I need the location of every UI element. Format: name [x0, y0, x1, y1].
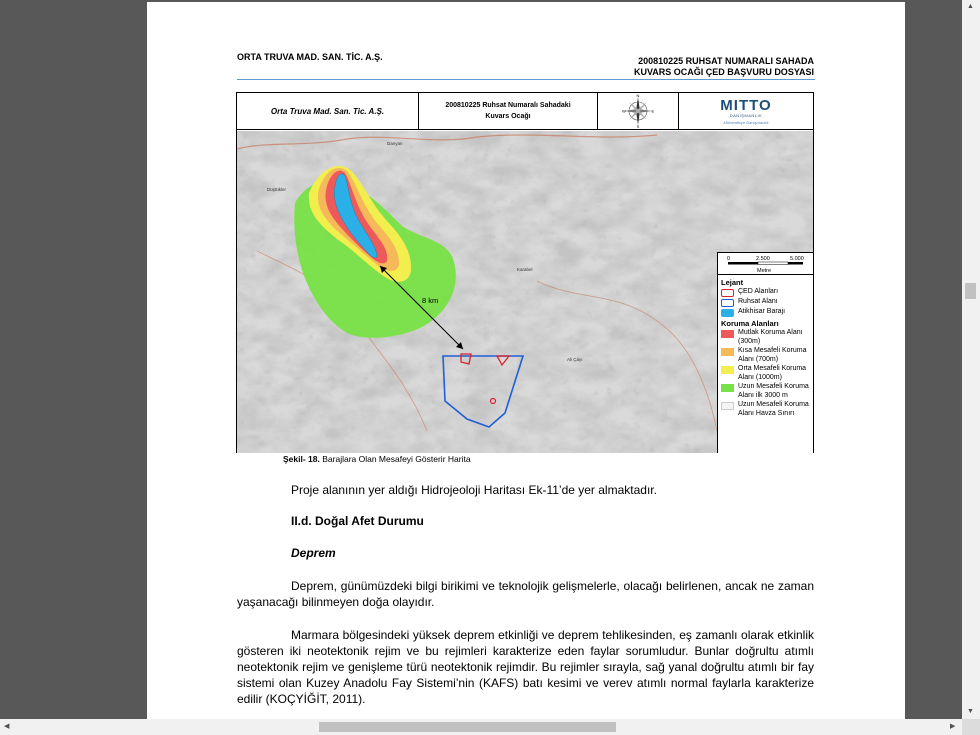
legend-label: Atikhisar Barajı — [738, 308, 786, 315]
zone-swatch — [721, 330, 734, 338]
figure-caption — [283, 454, 471, 464]
license-swatch — [721, 299, 734, 307]
scroll-down-icon[interactable]: ▼ — [967, 708, 974, 715]
logo-slogan: Mühendisçe Danışmanlık — [723, 119, 769, 125]
scroll-left-icon[interactable]: ◀ — [4, 723, 10, 730]
paragraph-hydrogeology: Proje alanının yer aldığı Hidrojeoloji Haritası Ek-11’de yer almaktadır. — [291, 483, 657, 497]
compass-e: E — [651, 108, 655, 114]
section-heading: II.d. Doğal Afet Durumu — [291, 514, 424, 528]
place-label-1: Danyan — [387, 141, 403, 146]
zone-swatch — [721, 366, 734, 374]
compass-w: W — [622, 108, 626, 114]
map-title-bar — [237, 93, 813, 130]
map-project — [419, 93, 598, 129]
legend-label: ÇED Alanları — [738, 288, 779, 295]
map-project-line2: Kuvars Ocağı — [485, 113, 531, 120]
legend-label: Uzun Mesafeli Koruma Alanı ilk 3000 m — [738, 383, 809, 399]
legend-zone-absolute — [721, 329, 810, 346]
map-company: Orta Truva Mad. San. Tic. A.Ş. — [237, 93, 419, 129]
horizontal-scroll-thumb[interactable] — [319, 722, 616, 732]
caption-text: Barajlara Olan Mesafeyi Gösterir Harita — [322, 454, 471, 464]
scale-bar — [718, 253, 813, 275]
mitto-logo — [679, 93, 813, 129]
legend-zone-short — [721, 347, 810, 364]
scroll-up-icon[interactable]: ▲ — [967, 3, 974, 10]
zone-swatch — [721, 402, 734, 410]
distance-label: 8 km — [422, 296, 439, 305]
vertical-scrollbar[interactable] — [962, 0, 980, 719]
paragraph-marmara: Marmara bölgesindeki yüksek deprem etkinliği ve deprem tehlikesinden, eş zamanlı olarak etkinlik gösteren iki neotektonik rejim ve bu rejimleri karakterize eden faylar sorumludur. Bunlar doğrultu atımlı neotektonik rejim ve genişleme türü neotektonik rejimdir. Bu rejimler sırayla, sağ yanal doğrultu atımlı bir fay sistemi olan Kuzey Anadolu Fay Sistemi’nin (KAFS) batı kesimi ve verev atımlı normal faylarla karakterize edilir (KOÇYİĞİT, 2011). — [237, 628, 814, 706]
legend-zones-title: Koruma Alanları — [721, 319, 779, 328]
scale-unit: Metre — [757, 268, 772, 274]
compass-n: N — [636, 94, 640, 98]
scale-tick-1: 2.500 — [756, 256, 770, 262]
legend-item-ced — [721, 288, 810, 297]
map-project-line1: 200810225 Ruhsat Numaralı Sahadaki — [445, 102, 571, 109]
place-label-3: Karabel — [517, 267, 533, 272]
header-project — [634, 56, 814, 78]
header-project-line1: 200810225 RUHSAT NUMARALI SAHADA — [638, 56, 814, 66]
legend-item-license — [721, 298, 810, 307]
map-legend — [717, 252, 813, 453]
scale-tick-0: 0 — [727, 256, 731, 262]
dam-swatch — [721, 309, 734, 317]
legend-label: Orta Mesafeli Koruma Alanı (1000m) — [738, 365, 807, 381]
vertical-scroll-thumb[interactable] — [965, 283, 976, 299]
header-divider — [237, 79, 815, 80]
compass-rose-icon — [598, 93, 679, 129]
scrollbar-corner — [962, 719, 980, 735]
legend-label: Mutlak Koruma Alanı (300m) — [738, 329, 803, 345]
zone-swatch — [721, 384, 734, 392]
legend-title: Lejant — [721, 278, 744, 287]
subsection-heading: Deprem — [291, 546, 336, 560]
map-canvas — [237, 131, 813, 453]
legend-label: Kısa Mesafeli Koruma Alanı (700m) — [738, 347, 807, 363]
legend-zone-medium — [721, 365, 810, 382]
document-page — [147, 2, 905, 720]
scale-tick-2: 5.000 — [790, 256, 804, 262]
ced-swatch — [721, 289, 734, 297]
legend-item-dam — [721, 308, 810, 317]
legend-label: Uzun Mesafeli Koruma Alanı Havza Sınırı — [738, 401, 809, 417]
map-figure — [236, 92, 814, 453]
horizontal-scrollbar[interactable] — [0, 719, 962, 735]
legend-label: Ruhsat Alanı — [738, 298, 778, 305]
logo-sub: DANIŞMANLIK — [729, 112, 763, 118]
zone-swatch — [721, 348, 734, 356]
header-company: ORTA TRUVA MAD. SAN. TİC. A.Ş. — [237, 52, 383, 62]
caption-number: Şekil- 18. — [283, 454, 320, 464]
legend-zone-long — [721, 383, 810, 400]
scroll-right-icon[interactable]: ▶ — [950, 723, 956, 730]
header-project-line2: KUVARS OCAĞI ÇED BAŞVURU DOSYASI — [633, 67, 814, 77]
paragraph-earthquake: Deprem, günümüzdeki bilgi birikimi ve teknolojik gelişmelerle, olacağı belirlenen, ancak ne zaman yaşanacağı bilinmeyen doğa olayıdır. — [237, 579, 814, 609]
place-label-4: Ali Çayı — [567, 357, 583, 362]
legend-zone-basin — [721, 401, 810, 418]
place-label-2: Düştükler — [267, 187, 287, 192]
compass-s: S — [636, 124, 640, 128]
logo-name: MITTO — [720, 96, 772, 114]
